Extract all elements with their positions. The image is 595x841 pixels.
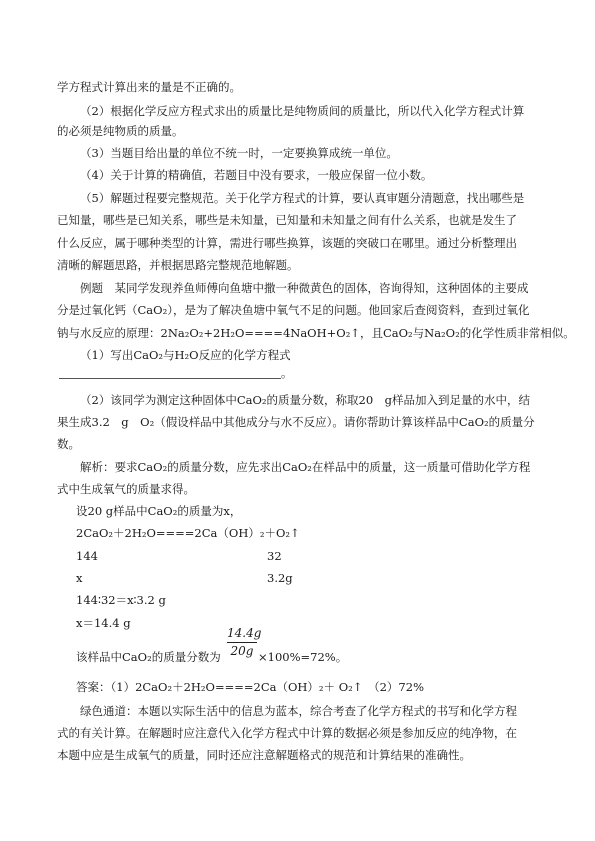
mass-fraction-label: 该样品中CaO₂的质量分数为 [76, 650, 221, 664]
known-mass: 3.2g [267, 571, 293, 585]
text-line: 数。 [57, 437, 80, 451]
mass-fraction-result: ×100%=72%。 [258, 650, 348, 664]
unknown-mass: x [76, 571, 83, 585]
text-line: （5）解题过程要完整规范。关于化学方程式的计算，要认真审题分清题意，找出哪些是 [80, 191, 525, 205]
answer-line: 答案：（1）2CaO₂＋2H₂O====2Ca（OH）₂＋ O₂↑ （2）72% [76, 680, 424, 694]
green-channel-line: 绿色通道：本题以实际生活中的信息为蓝本，综合考查了化学方程式的书写和化学方程 [80, 704, 517, 718]
question-2-line: （2）该同学为测定这种固体中CaO₂的质量分数，称取20 g样品加入到足量的水中，结 [80, 393, 531, 407]
text-line: 式的有关计算。在解题时应注意代入化学方程式中计算的数据必须是参加反应的纯净物，在 [57, 726, 517, 740]
fraction-denominator: 20g [230, 644, 254, 658]
text-line: 果生成3.2 g O₂（假设样品中其他成分与水不反应）。请你帮助计算该样品中CaO₂的质量分 [57, 415, 535, 429]
result-line: x＝14.4 g [76, 616, 131, 630]
question-1-line: （1）写出CaO₂与H₂O反应的化学方程式 [80, 348, 291, 362]
fraction-bar [227, 642, 257, 643]
blank-period: 。 [281, 366, 293, 380]
answer-blank [59, 378, 281, 379]
molar-mass-left: 144 [76, 549, 98, 563]
reaction-equation: 2CaO₂＋2H₂O====2Ca（OH）₂＋O₂↑ [76, 526, 300, 540]
text-line: （2）根据化学反应方程式求出的质量比是纯物质间的质量比，所以代入化学方程式计算 [80, 104, 525, 118]
text-line: 式中生成氧气的质量求得。 [57, 482, 195, 496]
molar-mass-right: 32 [267, 549, 282, 563]
text-line: （3）当题目给出量的单位不统一时，一定要换算成统一单位。 [80, 146, 398, 160]
text-line: 本题中应是生成氧气的质量，同时还应注意解题格式的规范和计算结果的准确性。 [57, 748, 471, 762]
analysis-line: 解析：要求CaO₂的质量分数，应先求出CaO₂在样品中的质量，这一质量可借助化学方程 [80, 460, 531, 474]
example-heading-line: 例题 某同学发现养鱼师傅向鱼塘中撒一种微黄色的固体，咨询得知，这种固体的主要成 [80, 281, 529, 295]
solution-assume-line: 设20 g样品中CaO₂的质量为x， [76, 504, 242, 518]
text-line: 学方程式计算出来的量是不正确的。 [57, 80, 241, 94]
mass-fraction [227, 626, 262, 658]
text-line: 钠与水反应的原理：2Na₂O₂+2H₂O====4NaOH+O₂↑，且CaO₂与Na₂O₂的化学性质非常相似。 [57, 326, 575, 340]
text-line: 清晰的解题思路，并根据思路完整规范地解题。 [57, 258, 299, 272]
text-line: （4）关于计算的精确值，若题目中没有要求，一般应保留一位小数。 [80, 168, 433, 182]
fraction-numerator: 14.4g [227, 626, 262, 640]
text-line: 的必须是纯物质的质量。 [57, 124, 184, 138]
text-line: 已知量，哪些是已知关系，哪些是未知量，已知量和未知量之间有什么关系，也就是发生了 [57, 213, 517, 227]
answer-blank-line [57, 366, 293, 380]
text-line: 分是过氧化钙（CaO₂），是为了解决鱼塘中氧气不足的问题。他回家后查阅资料，查到过氧化 [57, 303, 530, 317]
text-line: 什么反应，属于哪种类型的计算，需进行哪些换算，该题的突破口在哪里。通过分析整理出 [57, 236, 517, 250]
proportion-line: 144∶32＝x∶3.2 g [76, 593, 166, 607]
